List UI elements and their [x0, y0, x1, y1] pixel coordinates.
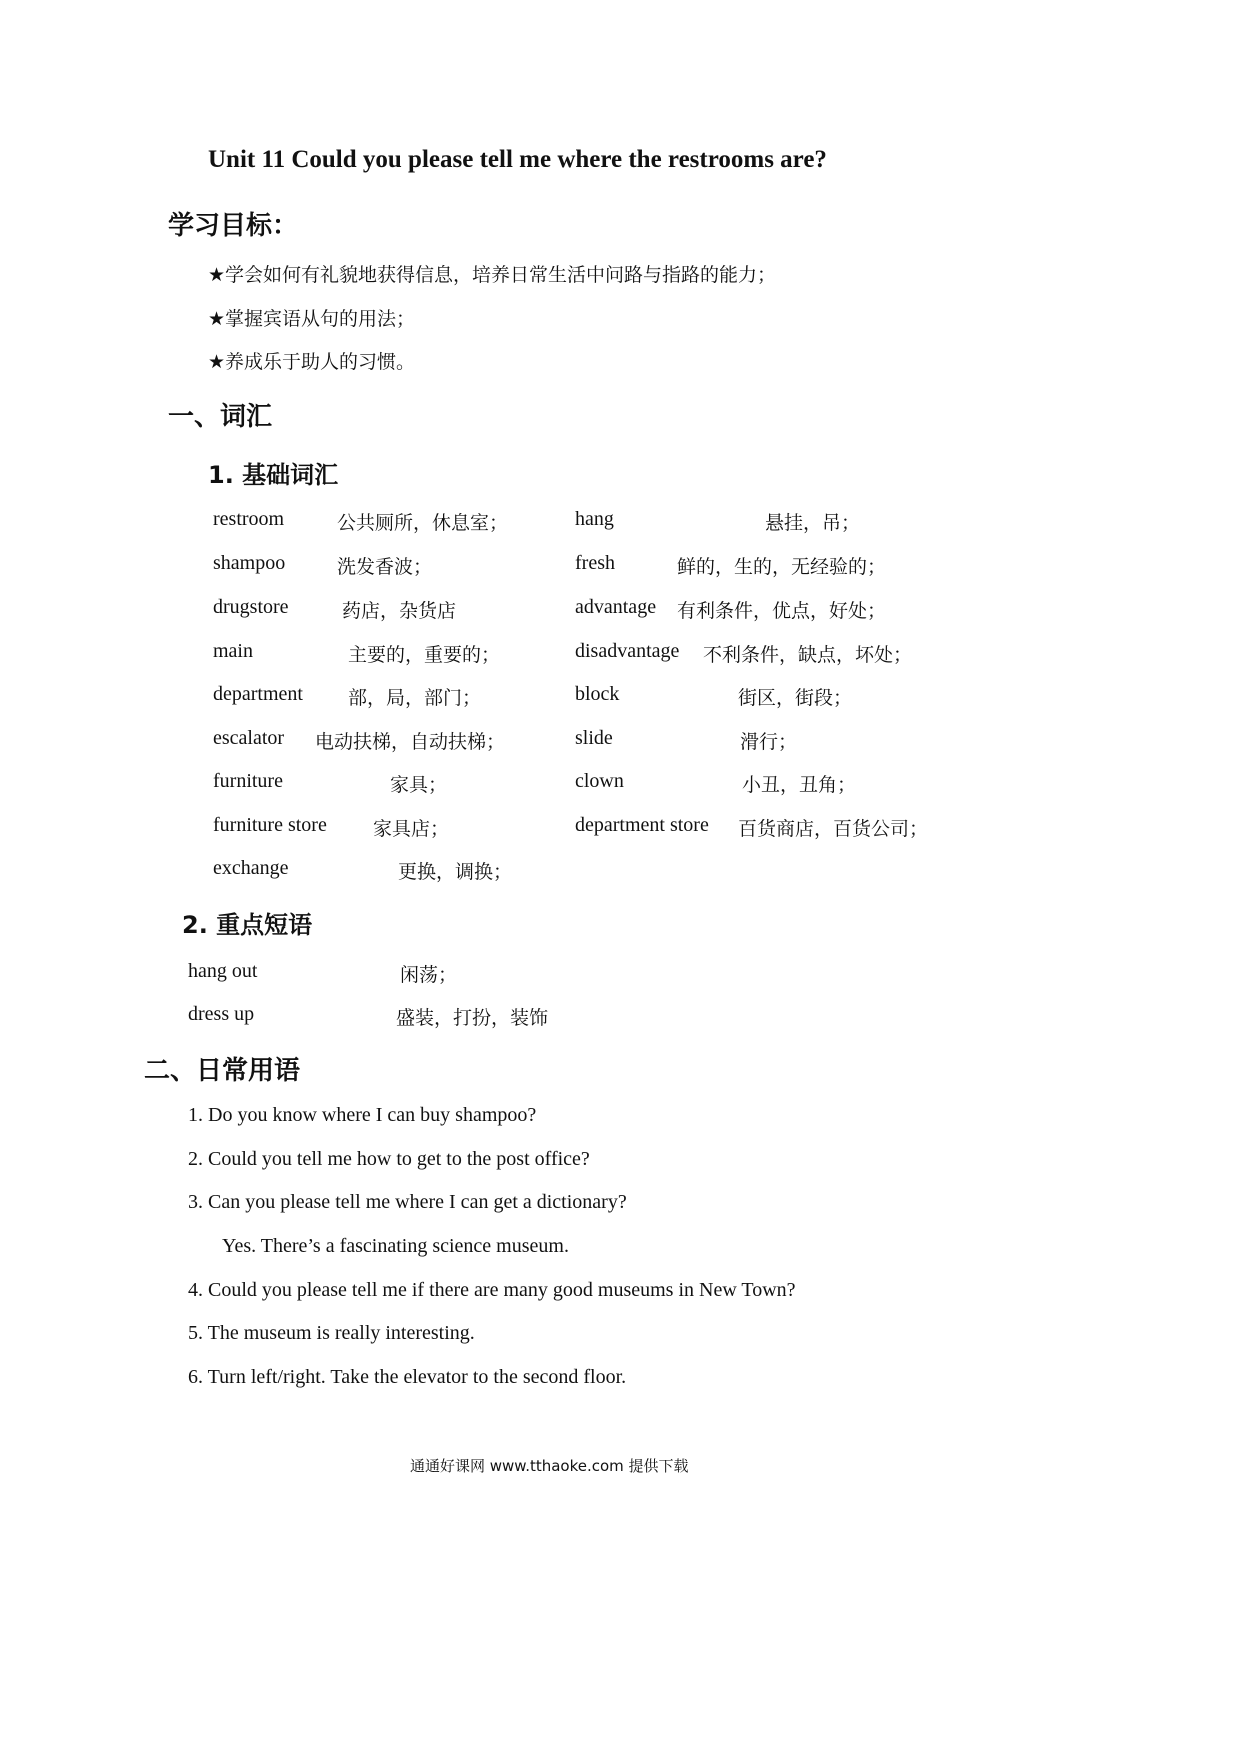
- vocab-meaning: 百货商店，百货公司；: [738, 818, 929, 840]
- expression-item: 4. Could you please tell me if there are many good museums in New Town?: [188, 1279, 796, 1301]
- vocab-meaning: 部，局，部门；: [348, 687, 482, 709]
- vocab-meaning: 鲜的，生的，无经验的；: [677, 556, 887, 578]
- vocab-meaning: 悬挂，吊；: [765, 512, 861, 534]
- expression-item: 3. Can you please tell me where I can get a dictionary?: [188, 1191, 627, 1213]
- vocab-word: fresh: [575, 552, 615, 574]
- vocab-meaning: 不利条件，缺点，坏处；: [703, 644, 913, 666]
- footer-source: 通通好课网 www.tthaoke.com 提供下载: [410, 1457, 689, 1475]
- vocab-word: drugstore: [213, 596, 289, 618]
- objective-item: ★掌握宾语从句的用法；: [208, 308, 416, 330]
- subheading-key-phrases: 2. 重点短语: [182, 911, 313, 939]
- objective-item: ★学会如何有礼貌地获得信息，培养日常生活中问路与指路的能力；: [208, 264, 777, 286]
- expression-item: 5. The museum is really interesting.: [188, 1322, 475, 1344]
- phrase: hang out: [188, 960, 258, 982]
- vocab-meaning: 洗发香波；: [337, 556, 433, 578]
- section-heading-vocabulary: 一、词汇: [168, 402, 273, 432]
- phrase-meaning: 盛装，打扮，装饰: [396, 1007, 549, 1029]
- vocab-meaning: 家具；: [390, 774, 448, 796]
- expression-item: Yes. There’s a fascinating science museum.: [222, 1235, 569, 1257]
- vocab-meaning: 主要的，重要的；: [348, 644, 501, 666]
- vocab-word: furniture store: [213, 814, 327, 836]
- vocab-word: shampoo: [213, 552, 286, 574]
- vocab-word: furniture: [213, 770, 283, 792]
- vocab-word: slide: [575, 727, 613, 749]
- vocab-word: main: [213, 640, 253, 662]
- vocab-word: exchange: [213, 857, 289, 879]
- vocab-meaning: 小丑，丑角；: [742, 774, 857, 796]
- vocab-meaning: 药店，杂货店: [342, 600, 457, 622]
- vocab-word: block: [575, 683, 620, 705]
- page-title: Unit 11 Could you please tell me where the restrooms are?: [208, 146, 827, 173]
- section-heading-daily-expressions: 二、日常用语: [144, 1056, 301, 1086]
- vocab-word: department store: [575, 814, 709, 836]
- subheading-basic-vocabulary: 1. 基础词汇: [208, 461, 339, 489]
- vocab-word: disadvantage: [575, 640, 680, 662]
- vocab-meaning: 电动扶梯，自动扶梯；: [315, 731, 506, 753]
- vocab-meaning: 家具店；: [373, 818, 450, 840]
- vocab-word: advantage: [575, 596, 657, 618]
- expression-item: 2. Could you tell me how to get to the post office?: [188, 1148, 590, 1170]
- vocab-meaning: 滑行；: [740, 731, 798, 753]
- objectives-heading: 学习目标：: [168, 211, 299, 241]
- vocab-word: restroom: [213, 508, 285, 530]
- vocab-meaning: 街区，街段；: [738, 687, 853, 709]
- vocab-word: escalator: [213, 727, 285, 749]
- expression-item: 1. Do you know where I can buy shampoo?: [188, 1104, 537, 1126]
- vocab-meaning: 更换，调换；: [398, 861, 513, 883]
- phrase: dress up: [188, 1003, 255, 1025]
- expression-item: 6. Turn left/right. Take the elevator to the second floor.: [188, 1366, 627, 1388]
- vocab-word: hang: [575, 508, 614, 530]
- objective-item: ★养成乐于助人的习惯。: [208, 351, 416, 373]
- vocab-meaning: 公共厕所，休息室；: [337, 512, 509, 534]
- vocab-meaning: 有利条件，优点，好处；: [677, 600, 887, 622]
- vocab-word: department: [213, 683, 303, 705]
- vocab-word: clown: [575, 770, 624, 792]
- phrase-meaning: 闲荡；: [400, 964, 458, 986]
